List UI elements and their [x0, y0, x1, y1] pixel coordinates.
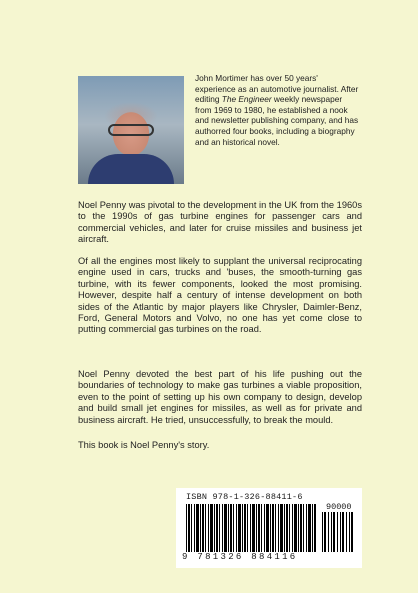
price-code: 90000 [326, 502, 352, 512]
isbn-label: ISBN 978-1-326-88411-6 [186, 492, 303, 502]
barcode-digits: 9 781326 884116 [182, 552, 298, 562]
blurb-paragraph-1: Noel Penny was pivotal to the development in the UK from the 1960s to the 1990s of gas turbine engines for passenger cars and commercial vehicles, and later for cruise missiles and business jet aircraft. [78, 200, 362, 245]
author-bio [195, 73, 360, 147]
blurb-paragraph-4: This book is Noel Penny's story. [78, 440, 210, 450]
bio-publication: The Engineer [221, 94, 272, 105]
bio-part-1: John Mortimer has over 50 years' experience as an automotive journalist. After editing [195, 73, 359, 105]
barcode-addon-bars [322, 512, 354, 552]
bio-part-2: weekly newspaper from 1969 to 1980, he established a nook and newsletter publishing company, and has authorred four books, including a biography and an historical novel. [195, 94, 359, 147]
isbn-barcode [176, 488, 362, 568]
blurb-paragraph-2: Of all the engines most likely to supplant the universal reciprocating engine used in cars, trucks and 'buses, the smooth-turning gas turbine, with its fewer components, looked the most promising. However, despite half a century of intense development on both sides of the Atlantic by major players like Chrysler, Daimler-Benz, Ford, General Motors and Volvo, no one has yet come close to putting commercial gas turbines on the road. [78, 256, 362, 335]
blurb-paragraph-3: Noel Penny devoted the best part of his life pushing out the boundaries of technology to make gas turbines a viable proposition, even to the point of setting up his own company to design, develop and build small jet engines for missiles, as well as for private and business aircraft. He tried, unsuccessfully, to break the mould. [78, 369, 362, 425]
author-jacket [88, 154, 174, 184]
author-photo [78, 76, 184, 184]
barcode-main-bars [186, 504, 316, 552]
author-glasses [108, 124, 154, 136]
